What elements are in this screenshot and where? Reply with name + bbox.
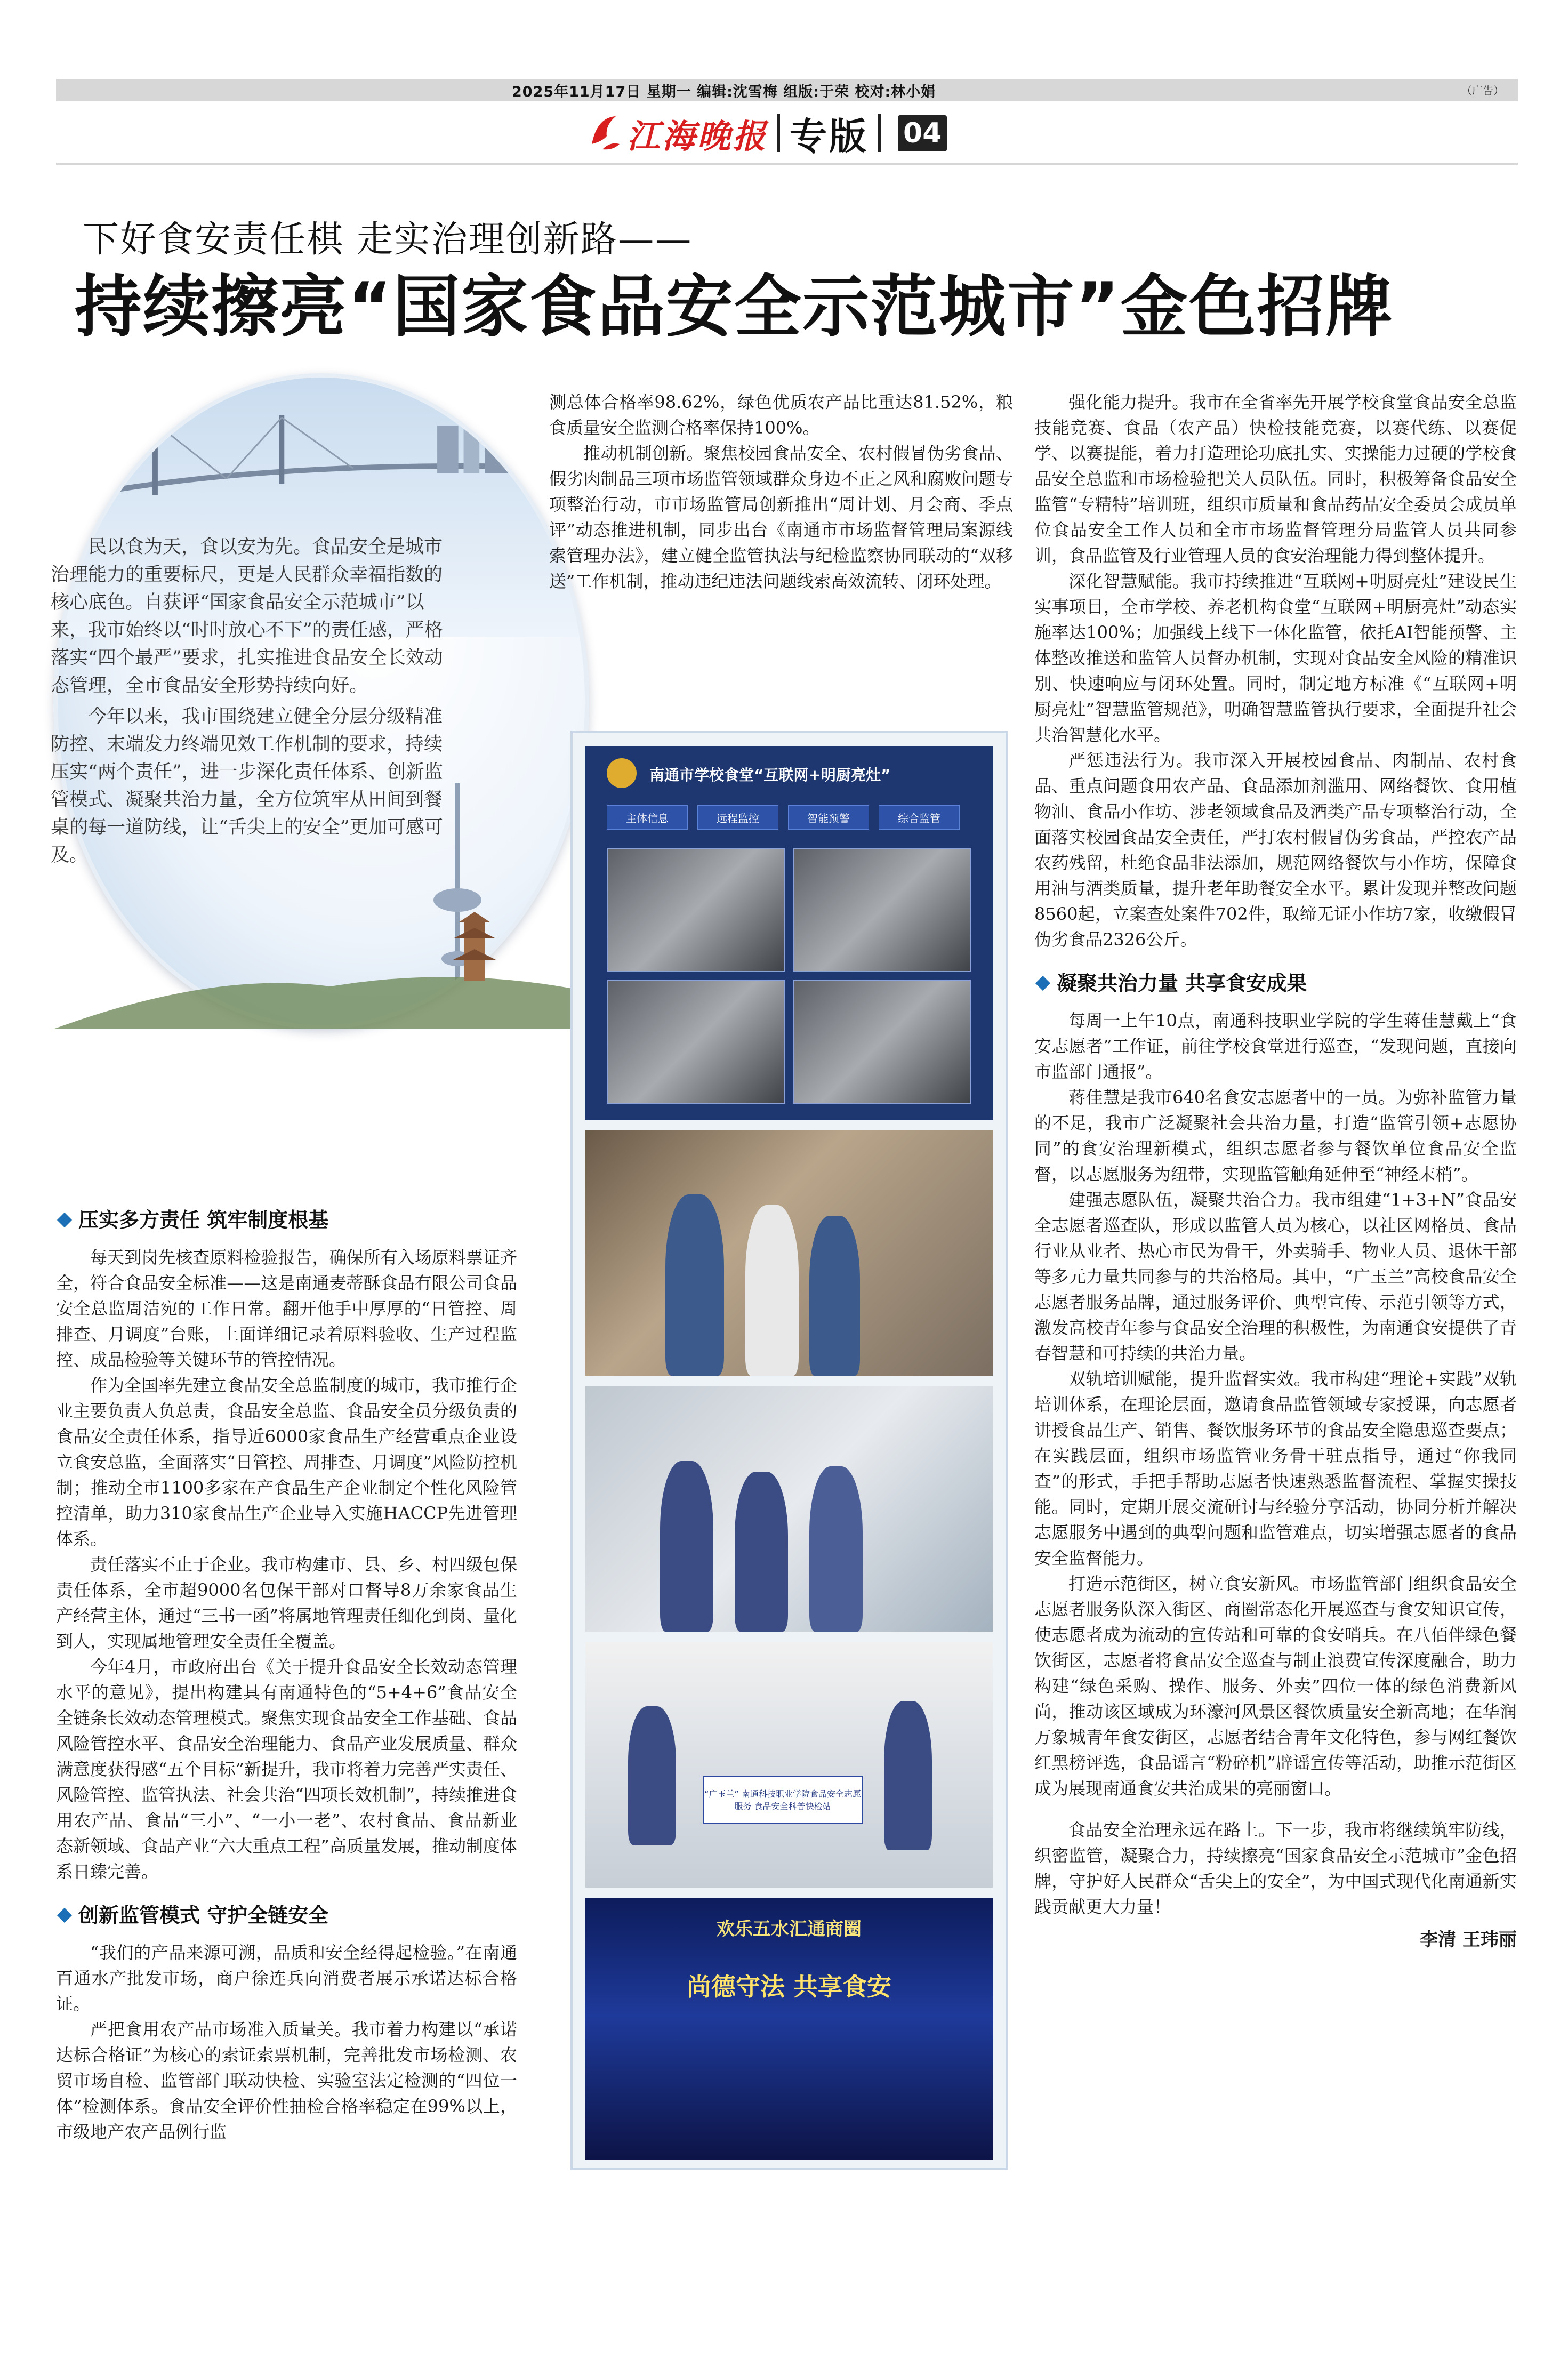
volunteer-figure bbox=[628, 1706, 676, 1845]
kitchen-camera-grid bbox=[607, 848, 971, 1104]
ad-mark: （广告） bbox=[1461, 84, 1504, 97]
newspaper-logo-icon bbox=[586, 112, 624, 155]
camera-feed bbox=[793, 980, 971, 1104]
screen-title: 南通市学校食堂“互联网+明厨亮灶” bbox=[649, 766, 891, 784]
issue-info: 2025年11月17日 星期一 编辑:沈雪梅 组版:于荣 校对:林小娟 bbox=[512, 84, 936, 100]
section-heading: 压实多方责任 筑牢制度根基 bbox=[56, 1205, 517, 1235]
paragraph: 建强志愿队伍，凝聚共治合力。我市组建“1+3+N”食品安全志愿者巡查队，形成以监管人员为核心，以社区网格员、食品行业从业者、热心市民为骨干，外卖骑手、物业人员、退休干部等多元力量共同参与的共治格局。其中，“广玉兰”高校食品安全志愿者服务品牌，通过服务评价、典型宣传、示范引领等方式，激发高校青年参与食品安全治理的积极性，为南通食安提供了青春智慧和可持续的共治力量。 bbox=[1034, 1190, 1517, 1363]
photo-smart-kitchen-screen bbox=[585, 746, 993, 1120]
paragraph: 深化智慧赋能。我市持续推进“互联网+明厨亮灶”建设民生实事项目，全市学校、养老机构食堂“互联网+明厨亮灶”动态实施率达100%；加强线上线下一体化监管，依托AI智能预警、主体整改推送和监管人员督办机制，实现对食品安全风险的精准识别、快速响应与闭环处置。同时，制定地方标准《“互联网+明厨亮灶”智慧监管规范》，明确智慧监管执行要求，全面提升社会共治智慧化水平。 bbox=[1034, 571, 1517, 745]
photo-volunteer-patrol bbox=[585, 1386, 993, 1632]
photo-stage-event bbox=[585, 1898, 993, 2160]
screen-tab: 主体信息 bbox=[607, 805, 688, 830]
page-number: 04 bbox=[898, 115, 947, 151]
stage-title: 欢乐五水汇通商圈 bbox=[717, 1919, 862, 1940]
stage-slogan: 尚德守法 共享食安 bbox=[686, 1972, 891, 2001]
paragraph: 推动机制创新。聚焦校园食品安全、农村假冒伪劣食品、假劣肉制品三项市场监管领域群众身边不正之风和腐败问题专项整治行动，市市场监管局创新推出“周计划、月会商、季点评”动态推进机制，同步出台《南通市市场监督管理局案源线索管理办法》，建立健全监管执法与纪检监察协同联动的“双移送”工作机制，推动违纪违法问题线索高效流转、闭环处理。 bbox=[549, 443, 1013, 591]
byline: 李清 王玮丽 bbox=[1420, 1929, 1517, 1950]
section-heading: 创新监管模式 守护全链安全 bbox=[56, 1900, 517, 1930]
paragraph: 严惩违法行为。我市深入开展校园食品、肉制品、农村食品、重点问题食用农产品、食品添加剂滥用、网络餐饮、食用植物油、食品小作坊、涉老领域食品及酒类产品专项整治行动，全面落实校园食品安全责任，严打农村假冒伪劣食品，严控农产品农药残留，杜绝食品非法添加，规范网络餐饮与小作坊，保障食用油与酒类质量，提升老年助餐安全水平。累计发现并整改问题8560起，立案查处案件702件，取缔无证小作坊7家，收缴假冒伪劣食品2326公斤。 bbox=[1034, 750, 1517, 950]
camera-feed bbox=[607, 848, 785, 972]
camera-feed bbox=[793, 848, 971, 972]
camera-feed bbox=[607, 980, 785, 1104]
volunteer-figure bbox=[735, 1472, 788, 1632]
diamond-bullet-icon bbox=[1035, 976, 1050, 991]
article-headline: 持续擦亮“国家食品安全示范城市”金色招牌 bbox=[75, 268, 1394, 346]
column-middle bbox=[549, 389, 1013, 594]
volunteer-figure bbox=[660, 1461, 713, 1632]
paragraph: 每周一上午10点，南通科技职业学院的学生蒋佳慧戴上“食安志愿者”工作证，前往学校食堂进行巡查，“发现问题，直接向市监部门通报”。 bbox=[1034, 1010, 1517, 1082]
photo-testing-station bbox=[585, 1642, 993, 1888]
paragraph: 作为全国率先建立食品安全总监制度的城市，我市推行企业主要负责人负总责，食品安全总监、食品安全员分级负责的食品安全责任体系，指导近6000家食品生产经营重点企业设立食安总监，全面落实“日管控、周排查、月调度”风险防控机制；推动全市1100多家在产食品生产企业制定个性化风险管控清单，助力310家食品生产企业导入实施HACCP先进管理体系。 bbox=[56, 1375, 517, 1549]
paragraph: 打造示范街区，树立食安新风。市场监管部门组织食品安全志愿者服务队深入街区、商圈常态化开展巡查与食安知识宣传，使志愿者成为流动的宣传站和可靠的食安哨兵。在八佰伴绿色餐饮街区，志愿者将食品安全巡查与制止浪费宣传深度融合，助力构建“绿色采购、操作、服务、外卖”四位一体的绿色消费新风尚，推动该区域成为环濠河风景区餐饮质量安全新高地；在华润万象城青年食安街区，志愿者结合青年文化特色，参与网红餐饮红黑榜评选，食品谣言“粉碎机”辟谣宣传等活动，助推示范街区成为展现南通食安共治成果的亮丽窗口。 bbox=[1034, 1574, 1517, 1799]
paragraph: 今年4月，市政府出台《关于提升食品安全长效动态管理水平的意见》，提出构建具有南通特色的“5+4+6”食品安全全链条长效动态管理模式。聚焦实现食品安全工作基础、食品风险管控水平、食品安全治理能力、食品产业发展质量、群众满意度获得感“五个目标”新提升，我市将着力完善严实责任、风险管控、监管执法、社会共治“四项长效机制”，持续推进食用农产品、食品“三小”、“一小一老”、农村食品、食品新业态新领域、食品产业“六大重点工程”高质量发展，推动制度体系日臻完善。 bbox=[56, 1657, 517, 1882]
inspector-figure bbox=[809, 1216, 860, 1376]
section-name: 专版 bbox=[790, 114, 869, 158]
paper-name: 江海晚报 bbox=[627, 116, 768, 156]
intro-paragraph: 今年以来，我市围绕建立健全分层分级精准防控、末端发力终端见效工作机制的要求，持续压实“两个责任”，进一步深化责任体系、创新监管模式、凝聚共治力量，全方位筑牢从田间到餐桌的每一道防线，让“舌尖上的安全”更加可感可及。 bbox=[51, 706, 443, 866]
emblem-icon bbox=[607, 758, 637, 788]
masthead-divider bbox=[777, 114, 780, 152]
screen-tab: 远程监控 bbox=[697, 805, 778, 830]
paragraph: “我们的产品来源可溯，品质和安全经得起检验。”在南通百通水产批发市场，商户徐连兵向消费者展示承诺达标合格证。 bbox=[56, 1942, 517, 2014]
paragraph: 强化能力提升。我市在全省率先开展学校食堂食品安全总监技能竞赛、食品（农产品）快检技能竞赛，以赛代练、以赛促学、以赛提能，着力打造理论功底扎实、实操能力过硬的学校食品安全总监和市场检验把关人员队伍。同时，积极筹备食品安全监管“专精特”培训班，组织市质量和食品药品安全委员会成员单位食品安全工作人员和全市市场监督管理分局监管人员共同参训，食品监管及行业管理人员的食安治理能力得到整体提升。 bbox=[1034, 392, 1517, 566]
screen-tab: 智能预警 bbox=[788, 805, 869, 830]
pagoda-illustration bbox=[53, 906, 589, 1029]
column-left bbox=[56, 1189, 517, 2145]
paragraph: 每天到岗先核查原料检验报告，确保所有入场原料票证齐全，符合食品安全标准——这是南通麦蒂酥食品有限公司食品安全总监周洁宛的工作日常。翻开他手中厚厚的“日管控、周排查、月调度”台账，上面详细记录着原料验收、生产过程监控、成品检验等关键环节的管控情况。 bbox=[56, 1247, 517, 1370]
masthead bbox=[586, 109, 947, 157]
paragraph: 蒋佳慧是我市640名食安志愿者中的一员。为弥补监管力量的不足，我市广泛凝聚社会共治力量，打造“监管引领+志愿协同”的食安治理新模式，组织志愿者参与餐饮单位食品安全监督，以志愿服务为纽带，实现监管触角延伸至“神经末梢”。 bbox=[1034, 1087, 1517, 1184]
intro-paragraph: 民以食为天，食以安为先。食品安全是城市治理能力的重要标尺，更是人民群众幸福指数的核心底色。自获评“国家食品安全示范城市”以来，我市始终以“时时放心不下”的责任感，严格落实“四个最严”要求，扎实推进食品安全长效动态管理，全市食品安全形势持续向好。 bbox=[51, 536, 443, 696]
masthead-divider bbox=[878, 114, 881, 152]
diamond-bullet-icon bbox=[57, 1213, 72, 1227]
inspector-figure bbox=[745, 1205, 799, 1376]
inspector-figure bbox=[665, 1194, 724, 1376]
paragraph: 双轨培训赋能，提升监督实效。我市构建“理论+实践”双轨培训体系，在理论层面，邀请食品监管领域专家授课，向志愿者讲授食品生产、销售、餐饮服务环节的食品安全隐患巡查要点；在实践层面，组织市场监管业务骨干驻点指导，通过“你我同查”的形式，手把手帮助志愿者快速熟悉监督流程、掌握实操技能。同时，定期开展交流研讨与经验分享活动，协同分析并解决志愿服务中遇到的典型问题和监管难点，切实增强志愿者的食品安全监督能力。 bbox=[1034, 1369, 1517, 1568]
volunteer-figure bbox=[809, 1466, 863, 1632]
photo-canteen-inspection bbox=[585, 1130, 993, 1376]
paragraph: 责任落实不止于企业。我市构建市、县、乡、村四级包保责任体系，全市超9000名包保干部对口督导8万余家食品生产经营主体，通过“三书一函”将属地管理责任细化到岗、量化到人，实现属地管理安全责任全覆盖。 bbox=[56, 1554, 517, 1651]
bridge-illustration bbox=[58, 410, 585, 516]
paragraph: 食品安全治理永远在路上。下一步，我市将继续筑牢防线，织密监管，凝聚合力，持续擦亮“国家食品安全示范城市”金色招牌，守护好人民群众“舌尖上的安全”，为中国式现代化南通新实践贡献更大力量！ bbox=[1034, 1820, 1517, 1917]
paragraph: 严把食用农产品市场准入质量关。我市着力构建以“承诺达标合格证”为核心的索证索票机制，完善批发市场检测、农贸市场自检、监管部门联动快检、实验室法定检测的“四位一体”检测体系。食品安全评价性抽检合格率稳定在99%以上，市级地产农产品例行监 bbox=[56, 2019, 517, 2142]
screen-tabs bbox=[607, 805, 960, 830]
paragraph: 测总体合格率98.62%，绿色优质农产品比重达81.52%，粮食质量安全监测合格率保持100%。 bbox=[549, 392, 1013, 438]
volunteer-figure bbox=[884, 1701, 932, 1850]
section-heading: 凝聚共治力量 共享食安成果 bbox=[1034, 968, 1517, 998]
article-kicker: 下好食安责任棋 走实治理创新路—— bbox=[83, 219, 693, 261]
diamond-bullet-icon bbox=[57, 1908, 72, 1923]
intro-text bbox=[51, 533, 456, 869]
column-right bbox=[1034, 389, 1517, 1953]
masthead-rule bbox=[56, 163, 1518, 165]
screen-tab: 综合监管 bbox=[879, 805, 960, 830]
testing-station-banner: “广玉兰” 南通科技职业学院食品安全志愿服务 食品安全科普快检站 bbox=[703, 1776, 863, 1824]
